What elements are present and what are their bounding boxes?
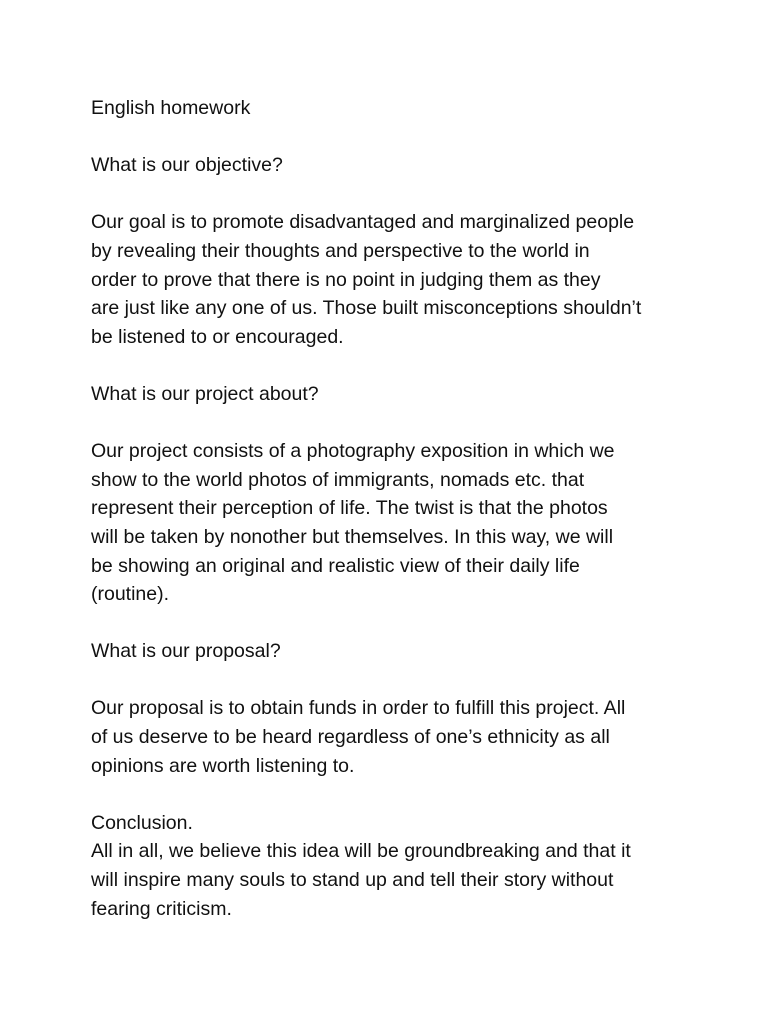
text-line: order to prove that there is no point in judging them as they	[91, 268, 601, 291]
paragraph-gap	[91, 123, 708, 152]
conclusion-heading: Conclusion.	[91, 811, 193, 834]
text-line: All in all, we believe this idea will be groundbreaking and that it	[91, 840, 631, 863]
text-line: of us deserve to be heard regardless of one’s ethnicity as all	[91, 726, 610, 749]
text-line: Our project consists of a photography exposition in which we	[91, 440, 615, 463]
text-line: will inspire many souls to stand up and tell their story without	[91, 869, 614, 892]
text-line: represent their perception of life. The twist is that the photos	[91, 497, 608, 520]
paragraph-gap	[91, 180, 708, 209]
question-objective: What is our objective?	[91, 154, 283, 177]
text-line: are just like any one of us. Those built misconceptions shouldn’t	[91, 297, 642, 320]
text-line: by revealing their thoughts and perspective to the world in	[91, 239, 590, 262]
text-line: show to the world photos of immigrants, nomads etc. that	[91, 468, 585, 491]
text-line: will be taken by nonother but themselves. In this way, we will	[91, 525, 614, 548]
paragraph-gap	[91, 609, 708, 638]
answer-project	[91, 437, 708, 609]
text-line: be listened to or encouraged.	[91, 325, 344, 348]
conclusion-text	[91, 837, 708, 923]
text-line: be showing an original and realistic view of their daily life	[91, 554, 580, 577]
paragraph-gap	[91, 409, 708, 438]
answer-proposal	[91, 694, 708, 780]
text-line: opinions are worth listening to.	[91, 754, 355, 777]
text-line: Our proposal is to obtain funds in order to fulfill this project. All	[91, 697, 626, 720]
paragraph-gap	[91, 666, 708, 695]
paragraph-gap	[91, 780, 708, 809]
text-line: Our goal is to promote disadvantaged and marginalized people	[91, 211, 635, 234]
text-line: (routine).	[91, 583, 170, 606]
text-line: fearing criticism.	[91, 897, 232, 920]
question-proposal: What is our proposal?	[91, 640, 281, 663]
answer-objective	[91, 208, 708, 351]
paragraph-gap	[91, 351, 708, 380]
question-project: What is our project about?	[91, 382, 319, 405]
document-title: English homework	[91, 97, 251, 119]
